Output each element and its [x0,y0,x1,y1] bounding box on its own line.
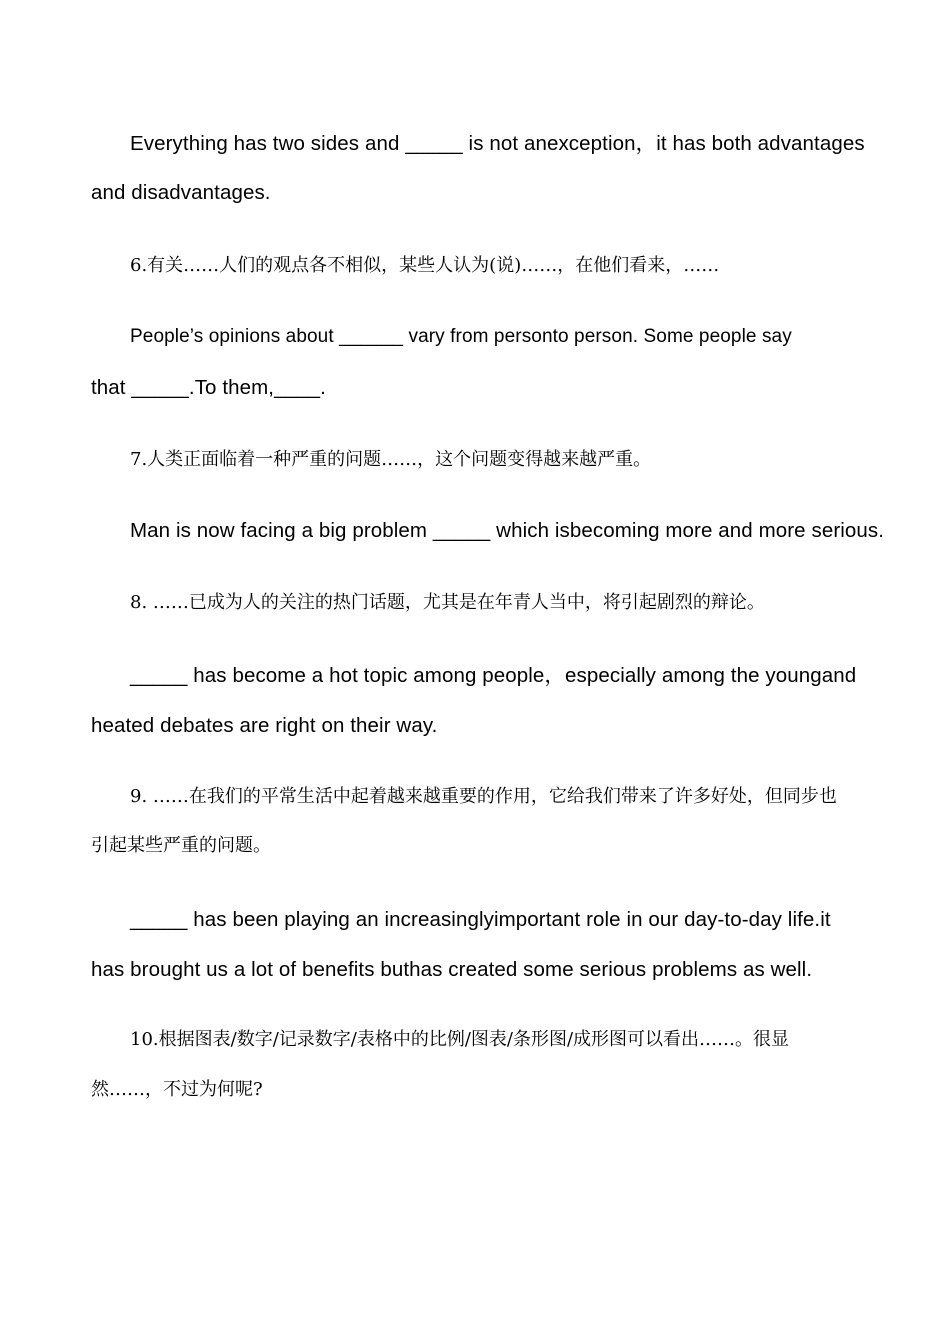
item-10-chinese-line-1: 10.根据图表/数字/记录数字/表格中的比例/图表/条形图/成形图可以看出……。很显 [130,1029,790,1050]
item-7-chinese-text: 7.人类正面临着一种严重的问题……，这个问题变得越来越严重。 [130,449,652,470]
item-9-english-line-2: has brought us a lot of benefits buthas created some serious problems as well. [91,958,813,981]
item-6-english-line-2: that _____.To them,____. [91,376,326,399]
item-8-chinese-text: 8. ……已成为人的关注的热门话题，尤其是在年青人当中，将引起剧烈的辩论。 [130,592,765,613]
item-8-english-line-2: heated debates are right on their way. [91,714,438,737]
paragraph-everything-line-2: and disadvantages. [91,181,271,204]
item-10-chinese-line-2: 然……，不过为何呢? [91,1079,263,1100]
item-6-english-line-1: People’s opinions about ______ vary from personto person. Some people say [130,326,792,347]
item-9-chinese-line-2: 引起某些严重的问题。 [91,835,271,856]
item-6-chinese-text: 6.有关……人们的观点各不相似，某些人认为(说)……，在他们看来，…… [130,255,720,276]
item-8-english-line-1: _____ has become a hot topic among people，especially among the youngand [130,664,857,687]
paragraph-everything-line-1: Everything has two sides and _____ is not anexception，it has both advantages [130,132,865,155]
item-9-chinese-line-1: 9. ……在我们的平常生活中起着越来越重要的作用，它给我们带来了许多好处，但同步也 [130,786,837,807]
item-7-english-text: Man is now facing a big problem _____ which isbecoming more and more serious. [130,519,885,542]
item-9-english-line-1: _____ has been playing an increasinglyimportant role in our day-to-day life.it [130,908,831,931]
